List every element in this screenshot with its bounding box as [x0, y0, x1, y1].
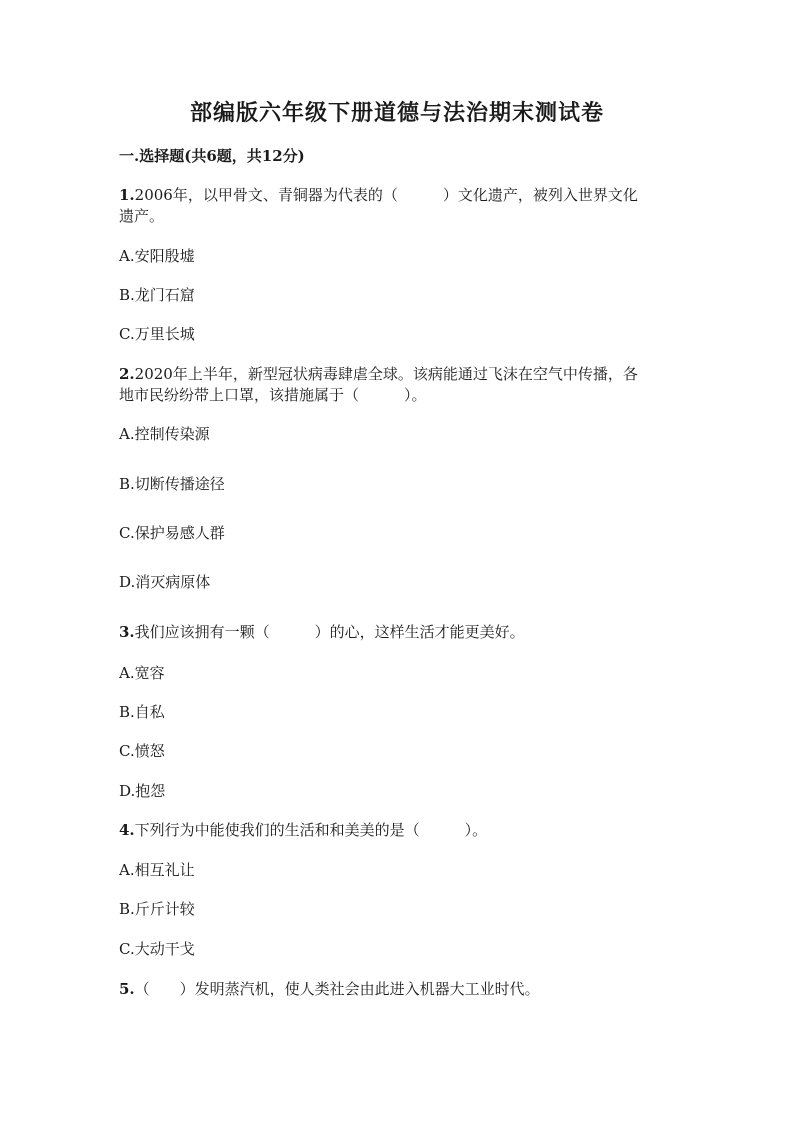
page-title: 部编版六年级下册道德与法治期末测试卷	[189, 100, 604, 126]
question-text-continued: 地市民纷纷带上口罩，该措施属于（ ）。	[119, 386, 427, 404]
option-b: B.龙门石窟	[119, 286, 195, 304]
option-a: A.相互礼让	[119, 861, 195, 879]
question-number: 5.	[119, 980, 135, 998]
option-c: C.大动干戈	[119, 940, 195, 958]
question-number: 4.	[119, 821, 135, 839]
question-4	[119, 820, 679, 841]
question-text: 下列行为中能使我们的生活和和美美的是（ ）。	[134, 821, 488, 839]
option-a: A.宽容	[119, 664, 165, 682]
question-3	[119, 622, 679, 643]
question-number: 2.	[119, 365, 135, 383]
option-b: B.自私	[119, 703, 165, 721]
option-b: B.斤斤计较	[119, 900, 195, 918]
question-2	[119, 364, 679, 385]
option-d: D.消灭病原体	[119, 573, 211, 591]
option-c: C.愤怒	[119, 742, 165, 760]
section-heading: 一.选择题(共6题，共12分)	[119, 147, 305, 165]
question-text: 2006年，以甲骨文、青铜器为代表的（ ）文化遗产，被列入世界文化	[134, 186, 638, 204]
option-d: D.抱怨	[119, 782, 166, 800]
question-text-continued: 遗产。	[119, 207, 165, 225]
question-number: 1.	[119, 186, 135, 204]
option-a: A.控制传染源	[119, 425, 210, 443]
question-text: （ ）发明蒸汽机，使人类社会由此进入机器大工业时代。	[134, 980, 540, 998]
question-1	[119, 185, 679, 206]
question-5	[119, 979, 679, 1000]
option-c: C.万里长城	[119, 325, 195, 343]
question-number: 3.	[119, 623, 135, 641]
question-text: 我们应该拥有一颗（ ）的心，这样生活才能更美好。	[134, 623, 525, 641]
question-text: 2020年上半年，新型冠状病毒肆虐全球。该病能通过飞沫在空气中传播，各	[134, 365, 638, 383]
option-a: A.安阳殷墟	[119, 247, 195, 265]
option-b: B.切断传播途径	[119, 475, 225, 493]
option-c: C.保护易感人群	[119, 524, 225, 542]
